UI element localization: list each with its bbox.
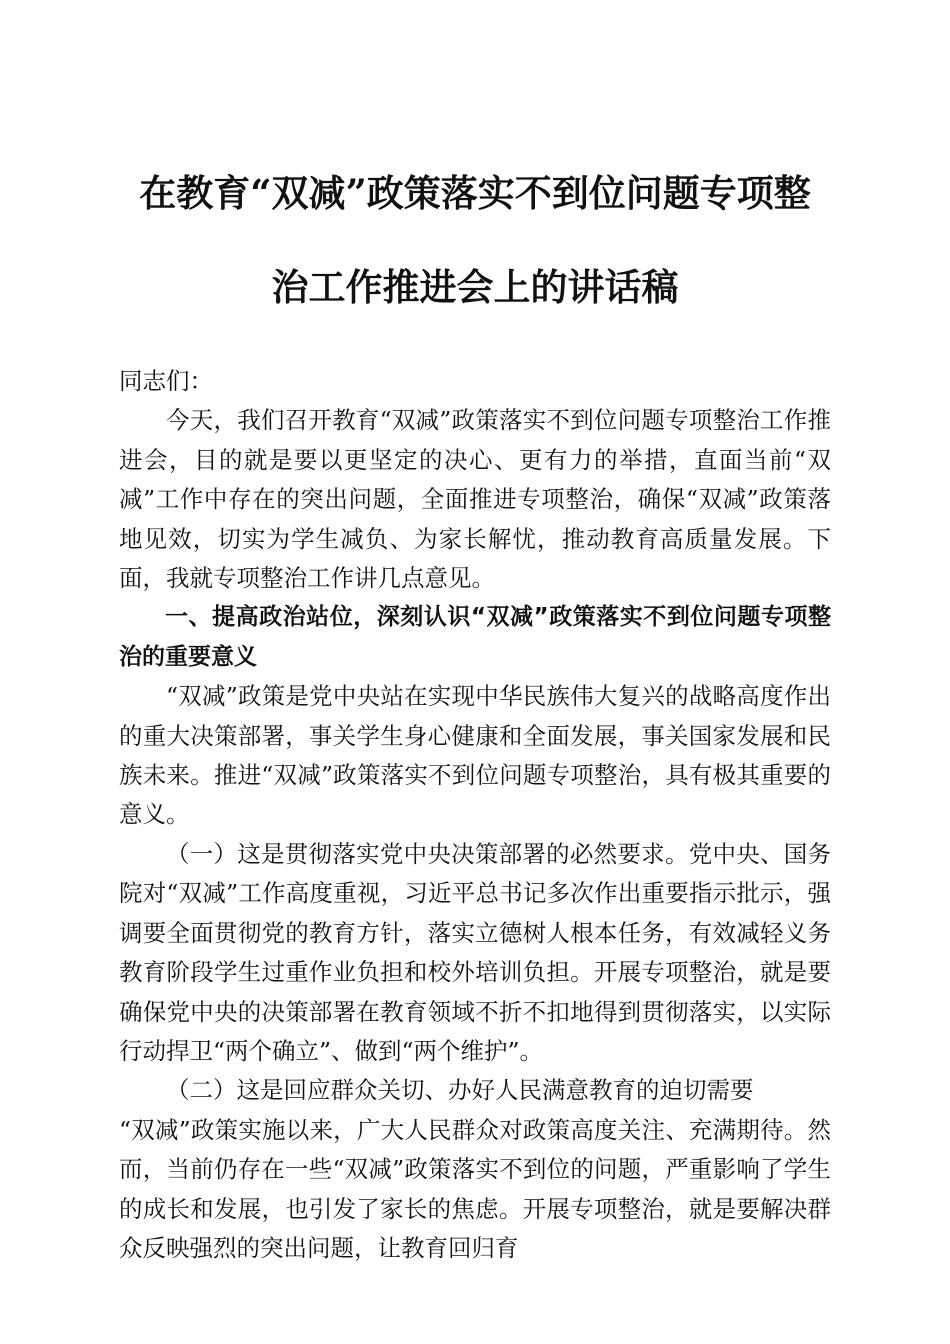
document-title: [100, 146, 850, 334]
title-line-2: 治工作推进会上的讲话稿: [271, 265, 679, 309]
point-1-paragraph: （一）这是贯彻落实党中央决策部署的必然要求。党中央、国务院对“双减”工作高度重视，习近平总书记多次作出重要指示批示，强调要全面贯彻党的教育方针，落实立德树人根本任务，有效减轻义务教育阶段学生过重作业负担和校外培训负担。开展专项整治，就是要确保党中央的决策部署在教育领域不折不扣地得到贯彻落实，以实际行动捍卫“两个确立”、做到“两个维护”。: [119, 839, 831, 1065]
title-line-1: 在教育“双减”政策落实不到位问题专项整: [139, 171, 811, 215]
point-2-lead: （二）这是回应群众关切、办好人民满意教育的迫切需要: [166, 1076, 754, 1105]
section-1-intro: “双减”政策是党中央站在实现中华民族伟大复兴的战略高度作出的重大决策部署，事关学生身心健康和全面发展，事关国家发展和民族未来。推进“双减”政策落实不到位问题专项整治，具有极其重要的意义。: [119, 682, 831, 829]
opening-paragraph: 今天，我们召开教育“双减”政策落实不到位问题专项整治工作推进会，目的就是要以更坚定的决心、更有力的举措，直面当前“双减”工作中存在的突出问题，全面推进专项整治，确保“双减”政策落地见效，切实为学生减负、为家长解忧，推动教育高质量发展。下面，我就专项整治工作讲几点意见。: [119, 406, 831, 593]
document-body: [119, 362, 831, 1268]
section-heading-1: 一、提高政治站位，深刻认识“双减”政策落实不到位问题专项整治的重要意义: [119, 604, 831, 670]
point-2-paragraph: “双减”政策实施以来，广大人民群众对政策高度关注、充满期待。然而，当前仍存在一些“双减”政策落实不到位的问题，严重影响了学生的成长和发展，也引发了家长的焦虑。开展专项整治，就是要解决群众反映强烈的突出问题，让教育回归育: [119, 1115, 831, 1262]
salutation: 同志们：: [119, 367, 213, 395]
